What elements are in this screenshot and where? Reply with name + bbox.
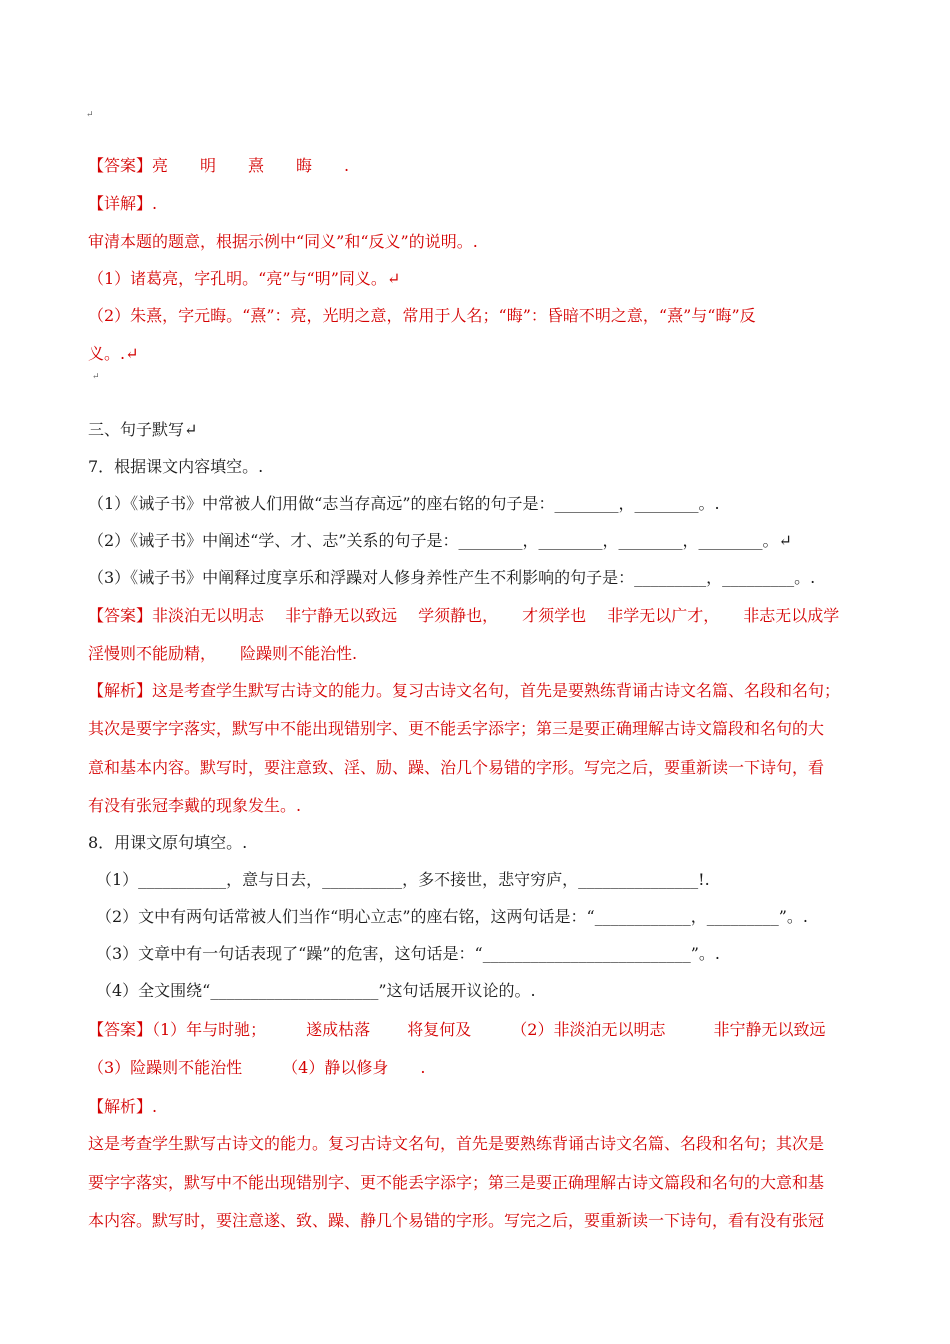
q6-answer: 【答案】亮 明 熹 晦 .	[88, 156, 350, 175]
q6-item-2-line-2: 义。.↵	[88, 344, 139, 363]
q8-part-2: （2）文中有两句话常被人们当作“明心立志”的座右铭，这两句话是：“____________，_________”。.	[96, 907, 808, 926]
q8-answer-line-1: 【答案】（1）年与时驰； 遂成枯落 将复何及 （2）非淡泊无以明志 非宁静无以致远	[88, 1020, 826, 1039]
q8-part-4: （4）全文围绕“_____________________”这句话展开议论的。.	[96, 981, 536, 1000]
q7-answer-line-2: 淫慢则不能励精， 险躁则不能治性.	[88, 644, 358, 663]
q8-part-3: （3）文章中有一句话表现了“躁”的危害，这句话是：“__________________________”。.	[96, 944, 720, 963]
q8-analysis-line-3: 本内容。默写时，要注意遂、致、躁、静几个易错的字形。写完之后，要重新读一下诗句，看有没有张冠	[88, 1211, 825, 1230]
q6-detail-intro: 审清本题的题意，根据示例中“同义”和“反义”的说明。.	[88, 232, 478, 251]
q7-analysis-line-1: 【解析】这是考查学生默写古诗文的能力。复习古诗文名句，首先是要熟练背诵古诗文名篇、名段和名句；	[88, 681, 841, 700]
q7-analysis-line-3: 意和基本内容。默写时，要注意致、淫、励、躁、治几个易错的字形。写完之后，要重新读一下诗句，看	[88, 758, 825, 777]
q8-answer-line-2: （3）险躁则不能治性 （4）静以修身 .	[88, 1058, 426, 1077]
section-heading: 三、句子默写↵	[88, 420, 198, 439]
paragraph-mark: ↵	[92, 372, 100, 382]
q6-item-2-line-1: （2）朱熹，字元晦。“熹”：亮，光明之意，常用于人名；“晦”：昏暗不明之意，“熹”与“晦”反	[88, 306, 756, 325]
q8-analysis-line-1: 这是考查学生默写古诗文的能力。复习古诗文名句，首先是要熟练背诵古诗文名篇、名段和名句；其次是	[88, 1134, 825, 1153]
q8-analysis-line-2: 要字字落实，默写中不能出现错别字、更不能丢字添字；第三是要正确理解古诗文篇段和名句的大意和基	[88, 1173, 825, 1192]
q7-analysis-line-2: 其次是要字字落实，默写中不能出现错别字、更不能丢字添字；第三是要正确理解古诗文篇段和名句的大	[88, 719, 825, 738]
paragraph-mark: ↵	[86, 110, 94, 120]
q7-stem: 7．根据课文内容填空。.	[88, 457, 264, 476]
q7-part-1: （1）《诫子书》中常被人们用做“志当存高远”的座右铭的句子是：________，________。.	[88, 494, 720, 513]
q8-part-1: （1）___________，意与日去，__________，多不接世，悲守穷庐，_______________!.	[96, 870, 710, 889]
q7-analysis-line-4: 有没有张冠李戴的现象发生。.	[88, 796, 302, 815]
q8-analysis-label: 【解析】.	[88, 1097, 158, 1116]
q7-part-3: （3）《诫子书》中阐释过度享乐和浮躁对人修身养性产生不利影响的句子是：_________，_________。.	[88, 568, 816, 587]
q7-part-2: （2）《诫子书》中阐述“学、才、志”关系的句子是：________，________，________，________。↵	[88, 531, 792, 550]
q8-stem: 8．用课文原句填空。.	[88, 833, 248, 852]
q6-detail-label: 【详解】.	[88, 194, 158, 213]
q6-item-1: （1）诸葛亮，字孔明。“亮”与“明”同义。↵	[88, 269, 401, 288]
q7-answer-line-1: 【答案】非淡泊无以明志 非宁静无以致远 学须静也， 才须学也 非学无以广才， 非志无以成学	[88, 606, 840, 625]
